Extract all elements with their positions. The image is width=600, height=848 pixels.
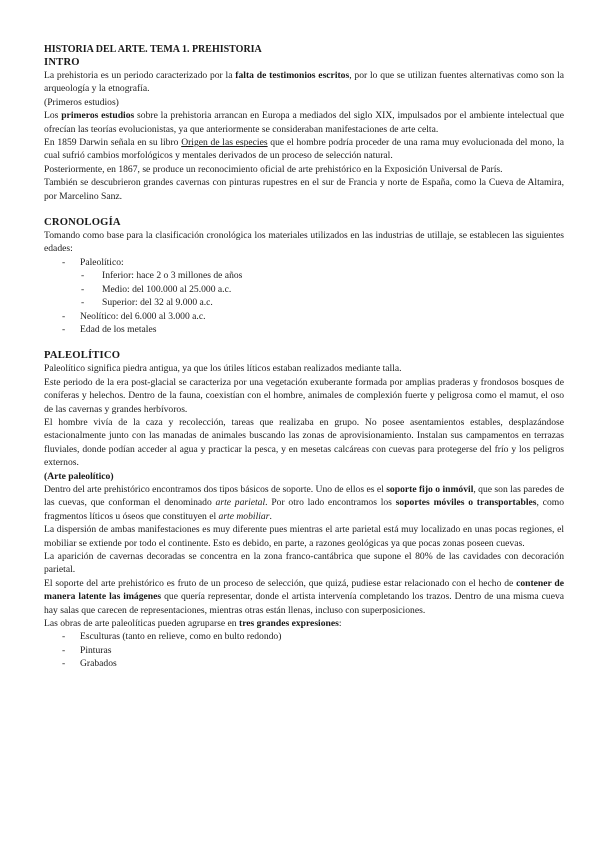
list-item: - Esculturas (tanto en relieve, como en bulto redondo): [44, 630, 564, 643]
intro-paragraph-4: En 1859 Darwin señala en su libro Origen de las especies que el hombre podría proceder de una rama muy evolucionada del mono, la cual sufrió cambios morfológicos y mentales derivados de un proceso de selección natural.: [44, 137, 564, 162]
intro-paragraph-2: (Primeros estudios): [44, 96, 119, 108]
paleolitico-paragraph-8: Las obras de arte paleolíticas pueden agruparse en tres grandes expresiones:: [44, 618, 342, 630]
list-item: - Neolítico: del 6.000 al 3.000 a.c.: [44, 310, 564, 323]
intro-paragraph-6: También se descubrieron grandes cavernas con pinturas rupestres en el sur de Francia y norte de España, como la Cueva de Altamira, por Marcelino Sanz.: [44, 177, 564, 202]
list-item: - Superior: del 32 al 9.000 a.c.: [44, 296, 564, 309]
cronologia-list: [44, 256, 564, 269]
paleolitico-heading: PALEOLÍTICO: [44, 350, 121, 362]
document-title: HISTORIA DEL ARTE. TEMA 1. PREHISTORIA: [44, 44, 262, 55]
intro-paragraph-5: Posteriormente, en 1867, se produce un reconocimiento oficial de arte prehistórico en la Exposición Universal de París.: [44, 163, 503, 175]
list-item: - Pinturas: [44, 644, 564, 657]
list-item: - Edad de los metales: [44, 323, 564, 336]
list-item: - Medio: del 100.000 al 25.000 a.c.: [44, 283, 564, 296]
list-item: - Paleolítico:: [44, 256, 564, 269]
cronologia-list-continued: [44, 310, 564, 337]
paleolitico-paragraph-6: La aparición de cavernas decoradas se concentra en la zona franco-cantábrica que supone el 80% de las cavidades con decoración parietal.: [44, 551, 564, 576]
paleolitico-paragraph-7: El soporte del arte prehistórico es fruto de un proceso de selección, que quizá, pudiese estar relacionado con el hecho de contener de manera latente las imágenes que quería representar, donde el artista intervenía completando los trazos. Dentro de una misma cueva hay salas que carecen de representaciones, mientras otras están llenas, incluso con superposiciones.: [44, 577, 565, 616]
paleolitico-paragraph-1: Paleolítico significa piedra antigua, ya que los útiles líticos estaban realizados mediante talla.: [44, 363, 402, 375]
expresiones-list: [44, 630, 564, 670]
paleolitico-paragraph-5: La dispersión de ambas manifestaciones es muy diferente pues mientras el arte parietal está muy localizado en unas pocas regiones, el mobiliar se extiende por todo el continente. Esto es debido, en parte, a razones geológicas ya que pocas zonas poseen cuevas.: [44, 524, 564, 549]
arte-paleolitico-subheading: (Arte paleolítico): [44, 470, 114, 482]
intro-heading: INTRO: [44, 57, 80, 68]
cronologia-paragraph-1: Tomando como base para la clasificación cronológica los materiales utilizados en las industrias de utillaje, se establecen las siguientes edades:: [44, 230, 564, 255]
cronologia-heading: CRONOLOGÍA: [44, 217, 121, 229]
paleolitico-paragraph-4: Dentro del arte prehistórico encontramos dos tipos básicos de soporte. Uno de ellos es el soporte fijo o inmóvil, que son las paredes de las cuevas, que conforman el denominado arte parietal. Por otro lado encontramos los soportes móviles o transportables, como fragmentos líticos u óseos que constituyen el arte mobiliar.: [44, 483, 564, 522]
paleolitico-sublist: [44, 269, 564, 309]
paleolitico-paragraph-3: El hombre vivía de la caza y recolección, tareas que realizaba en grupo. No posee asentamientos estables, desplazándose estacionalmente junto con las manadas de animales buscando las zonas de aprovisionamiento. Instalan sus campamentos en terrazas fluviales, donde podían acceder al agua y practicar la pesca, y en mesetas calcáreas con cuevas para protegerse del frío y los peligros externos.: [44, 416, 564, 469]
intro-paragraph-1: La prehistoria es un periodo caracterizado por la falta de testimonios escritos, por lo que se utilizan fuentes alternativas como son la arqueología y la etnografía.: [44, 70, 564, 95]
intro-paragraph-3: Los primeros estudios sobre la prehistoria arrancan en Europa a mediados del siglo XIX, impulsados por el ambiente intelectual que ofrecían las teorías evolucionistas, ya que anteriormente se consideraban manifestaciones de arte celta.: [44, 110, 564, 135]
paleolitico-paragraph-2: Este periodo de la era post-glacial se caracteriza por una vegetación exuberante formada por amplias praderas y frondosos bosques de coníferas y helechos. Dentro de la fauna, coexistían con el hombre, animales de complexión fuerte y peligrosa como el mamut, el oso de las cavernas y grandes herbívoros.: [44, 376, 564, 415]
list-item: - Inferior: hace 2 o 3 millones de años: [44, 269, 564, 282]
list-item: - Grabados: [44, 657, 564, 670]
